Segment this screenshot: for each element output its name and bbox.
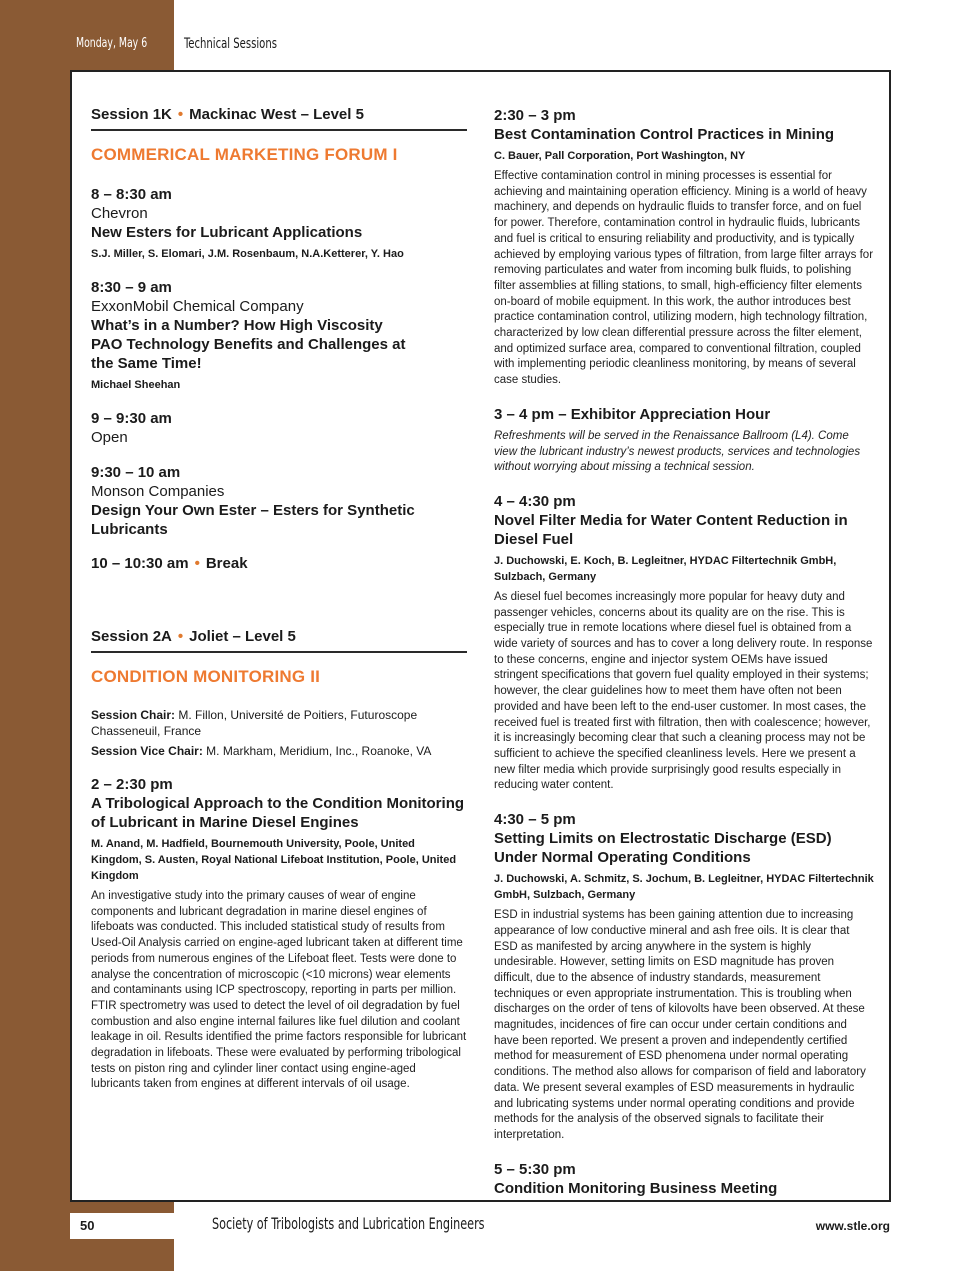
- break-slot: 10 – 10:30 am • Break: [91, 555, 248, 572]
- talk-slot: [494, 492, 874, 794]
- talk-title: Design Your Own Ester – Esters for Synthetic Lubricants: [91, 502, 415, 538]
- talk-company: Open: [91, 429, 128, 446]
- talk-time: 9 – 9:30 am: [91, 410, 172, 427]
- talk-company: ExxonMobil Chemical Company: [91, 298, 304, 315]
- left-column: [91, 106, 467, 1109]
- talk-time: 8 – 8:30 am: [91, 186, 172, 203]
- talk-time: 4:30 – 5 pm: [494, 811, 576, 829]
- talk-authors: J. Duchowski, A. Schmitz, S. Jochum, B. Legleitner, HYDAC Filtertechnik GmbH, Sulzbach, Germany: [494, 873, 874, 902]
- exhibitor-heading: 3 – 4 pm – Exhibitor Appreciation Hour: [494, 405, 771, 423]
- talk-slot: [91, 409, 467, 447]
- header-section-title: Technical Sessions: [184, 36, 277, 52]
- talk-company: Monson Companies: [91, 483, 225, 500]
- talk-title: Setting Limits on Electrostatic Discharge (ESD) Under Normal Operating Conditions: [494, 830, 832, 867]
- session-vice-chair: Session Vice Chair: M. Markham, Meridium, Inc., Roanoke, VA: [91, 744, 432, 758]
- talk-title: New Esters for Lubricant Applications: [91, 224, 363, 241]
- forum-title: COMMERICAL MARKETING FORUM I: [91, 145, 398, 164]
- footer-url-link[interactable]: www.stle.org: [815, 1219, 890, 1233]
- talk-slot: [91, 278, 467, 393]
- talk-authors: C. Bauer, Pall Corporation, Port Washington, NY: [494, 150, 746, 162]
- bullet-icon: •: [177, 628, 184, 645]
- session-chair: Session Chair: M. Fillon, Université de Poitiers, Futuroscope Chasseneuil, France: [91, 708, 418, 738]
- forum-title: CONDITION MONITORING II: [91, 667, 321, 686]
- talk-company: Chevron: [91, 205, 148, 222]
- talk-time: 4 – 4:30 pm: [494, 492, 576, 510]
- talk-slot: [494, 106, 874, 389]
- footer-society-name: Society of Tribologists and Lubrication Engineers: [212, 1214, 485, 1233]
- talk-slot: [494, 810, 874, 1144]
- bullet-icon: •: [194, 555, 200, 572]
- talk-slot: [91, 775, 467, 1093]
- talk-time: 2 – 2:30 pm: [91, 776, 173, 793]
- talk-time: 8:30 – 9 am: [91, 279, 172, 296]
- right-column: [494, 106, 874, 1214]
- session-header-1k: Session 1K • Mackinac West – Level 5: [91, 106, 467, 131]
- talk-title: Best Contamination Control Practices in Mining: [494, 126, 835, 143]
- talk-time: 5 – 5:30 pm: [494, 1160, 576, 1178]
- exhibitor-note: Refreshments will be served in the Renaissance Ballroom (L4). Come view the lubricant industry’s newest products, services and technologies without worrying about missing a technical session.: [494, 429, 861, 474]
- talk-slot: [91, 463, 467, 539]
- talk-title: Condition Monitoring Business Meeting: [494, 1179, 778, 1197]
- header-day: Monday, May 6: [76, 36, 148, 51]
- bullet-icon: •: [177, 106, 184, 123]
- talk-title: A Tribological Approach to the Condition Monitoring of Lubricant in Marine Diesel Engines: [91, 795, 465, 831]
- talk-time: 9:30 – 10 am: [91, 464, 181, 481]
- talk-authors: J. Duchowski, E. Koch, B. Legleitner, HYDAC Filtertechnik GmbH, Sulzbach, Germany: [494, 554, 837, 583]
- talk-title: Novel Filter Media for Water Content Reduction in Diesel Fuel: [494, 511, 848, 548]
- exhibitor-slot: [494, 405, 874, 476]
- talk-authors: M. Anand, M. Hadfield, Bournemouth University, Poole, United Kingdom, S. Austen, Royal National Lifeboat Institution, Poole, United Kingdom: [91, 838, 457, 882]
- page-number: 50: [70, 1213, 174, 1239]
- talk-time: 2:30 – 3 pm: [494, 107, 576, 124]
- spacer: [91, 572, 467, 628]
- talk-abstract: Effective contamination control in mining processes is essential for achieving and maintaining operation efficiency. Mining is a world of heavy machinery, and depends on hydraulic fluids to transfer force, and on fuel for power. Therefore, contamination control in hydraulic fluids, lubricants and fuel is critical to ensuring reliability and productivity, and is typically achieved by employing various types of filtration, from large filter arrays for removing particulates and water from incoming bulk fluids, to polishing filter assemblies at filling stations, to small, high-efficiency filter elements on-board of mobile equipment. In this work, the author introduces best practice contamination control, utilizing modern, high technology filtration, characterized by low clean differential pressure across the filter element, and optimized surface area, compared to conventional filtration, coupled with implementing periodic cleanliness monitoring, by means of several case studies.: [494, 170, 874, 387]
- talk-authors: Michael Sheehan: [91, 379, 181, 391]
- talk-slot: [91, 185, 467, 262]
- talk-abstract: As diesel fuel becomes increasingly more popular for heavy duty and passenger vehicles, concerns about its quality are on the rise. This is especially true in remote locations where diesel fuel is obtained from a wide variety of sources and has to cover a long delivery route. In response to these concerns, engine and injector system OEMs have issued stringent specifications that govern fuel quality employed in their systems; however, the clear guidelines how to meet them have often not been provided and have been left to the end-user customer. In most cases, the received fuel is treated first with filtration, then with coalescence; however, it is increasingly becoming clear that such a cleaning process may not be sufficient to achieve the specified cleanliness levels. Here we present a new filter media which provide surprisingly good results especially in reducing water content.: [494, 590, 873, 792]
- talk-authors: S.J. Miller, S. Elomari, J.M. Rosenbaum, N.A.Ketterer, Y. Hao: [91, 248, 404, 260]
- program-content: [70, 70, 891, 1202]
- talk-title: What’s in a Number? How High Viscosity PAO Technology Benefits and Challenges at the Same Time!: [91, 317, 406, 372]
- session-header-2a: Session 2A • Joliet – Level 5: [91, 628, 467, 653]
- talk-slot: [494, 1160, 874, 1198]
- talk-abstract: An investigative study into the primary causes of wear of engine components and lubricant degradation in marine diesel engines of lifeboats was conducted. This included statistical study of results from Used-Oil Analysis carried on engine-aged lubricant taken at different time periods from numerous engines of the Lifeboat fleet. Tests were done to analyse the concentration of microscopic (<10 microns) wear elements and contaminants using ICP spectroscopy, reporting in parts per million. FTIR spectrometry was used to detect the level of oil degradation by fuel combustion and also engine internal failures like fuel dilution and coolant leakage in oil. Results identified the prime factors responsible for lubricant degradation in lifeboats. These were evaluated by performing tribological tests on piston ring and cylinder liner contact using engine-aged lubricants taken from engines at different intervals of oil usage.: [91, 890, 467, 1091]
- talk-abstract: ESD in industrial systems has been gaining attention due to increasing appearance of low conductive mineral and ash free oils. It is clear that ESD as manifested by arcing anywhere in the system is highly undesirable. However, setting limits on ESD magnitude has proven difficult, due to the absence of industry standards, measurement techniques or even appropriate instrumentation. This is troubling when discharges on the order of tens of kilovolts have been observed. At these magnitudes, incidences of fire can occur under certain conditions and have been reported. We present a proven and independently certified method for measurement of ESD phenomena under normal operating conditions. The method also allows for comparison of field and laboratory data. We present several examples of ESD measurements in hydraulic and lubricating systems under normal operating conditions and provide methods for the analysis of the observed signals to facilitate their interpretation.: [494, 909, 866, 1141]
